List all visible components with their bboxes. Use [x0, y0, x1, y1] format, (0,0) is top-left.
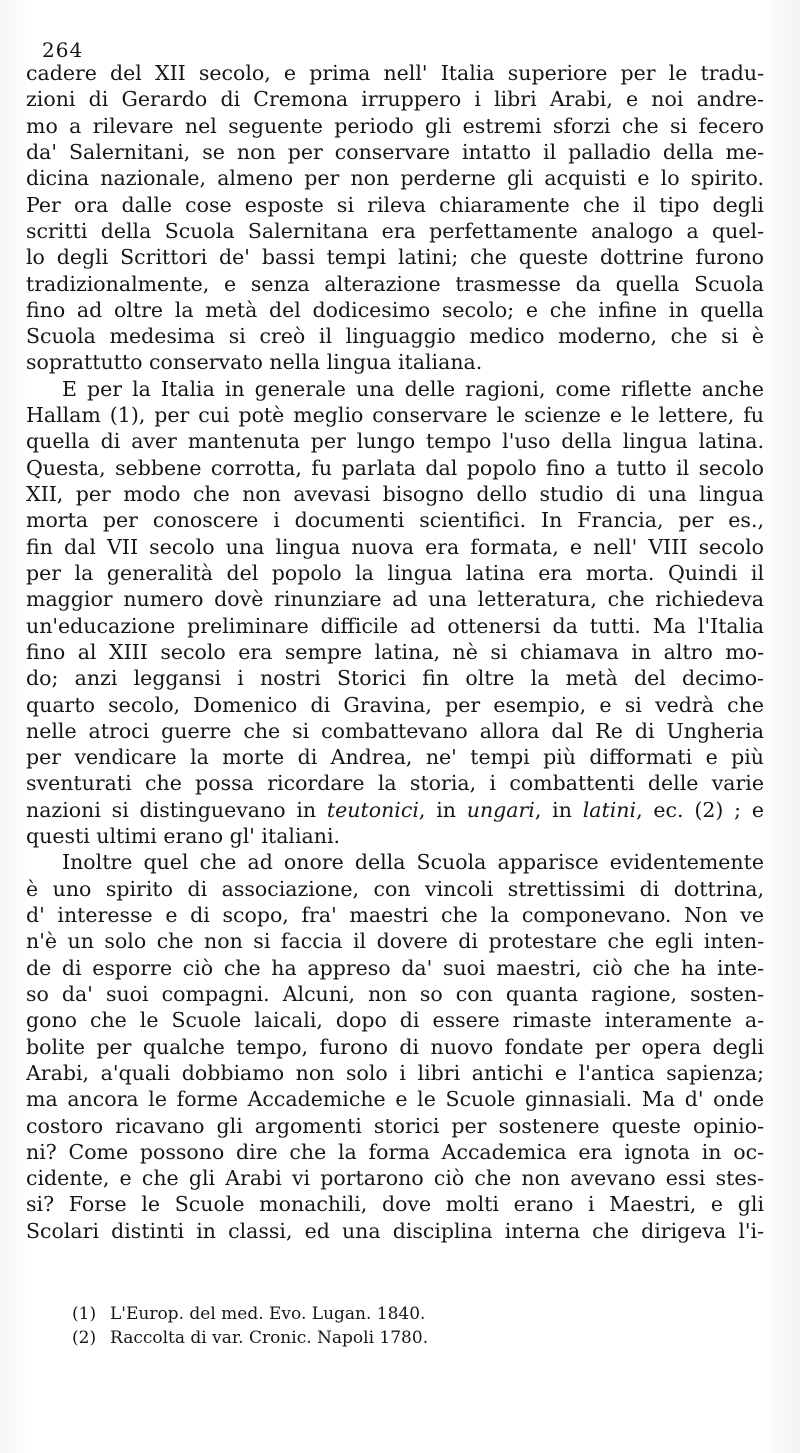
text-line: morta per conoscere i documenti scientifici. In Francia, per es., [26, 508, 764, 533]
text-line: soprattutto conservato nella lingua italiana. [26, 350, 483, 375]
text-line: dicina nazionale, almeno per non perderne gli acquisti e lo spirito. [26, 166, 764, 191]
text-line: Hallam (1), per cui potè meglio conservare le scienze e le lettere, fu [26, 403, 764, 428]
text-line: è uno spirito di associazione, con vincoli strettissimi di dottrina, [26, 876, 764, 901]
page-number: 264 [42, 38, 84, 62]
text-fragment: nazioni si distinguevano in [26, 797, 327, 822]
body-text [26, 60, 764, 1244]
text-line: Scuola medesima si creò il linguaggio medico moderno, che si è [26, 324, 764, 349]
text-line: de di esporre ciò che ha appreso da' suoi maestri, ciò che ha inte- [26, 955, 764, 980]
text-line: lo degli Scrittori de' bassi tempi latini; che queste dottrine furono [26, 245, 764, 270]
text-line: fino ad oltre la metà del dodicesimo secolo; e che infine in quella [26, 297, 764, 322]
text-line: gono che le Scuole laicali, dopo di essere rimaste interamente a- [26, 1008, 764, 1033]
text-line: quella di aver mantenuta per lungo tempo l'uso della lingua latina. [26, 429, 764, 454]
text-line: nelle atroci guerre che si combattevano allora dal Re di Ungheria [26, 718, 764, 743]
paragraph-2 [26, 376, 764, 850]
text-line: d' interesse e di scopo, fra' maestri che la componevano. Non ve [26, 903, 764, 927]
text-line: bolite per qualche tempo, furono di nuovo fondate per opera degli [26, 1034, 764, 1059]
text-line: per vendicare la morte di Andrea, ne' tempi più difformati e più [26, 745, 764, 770]
text-line: do; anzi leggansi i nostri Storici fin oltre la metà del decimo- [26, 666, 764, 691]
text-line: mo a rilevare nel seguente periodo gli estremi sforzi che si fecero [26, 113, 764, 138]
text-line: Per ora dalle cose esposte si rileva chiaramente che il tipo degli [26, 192, 764, 217]
italic-word: latini [582, 797, 637, 822]
footnote-2 [72, 1326, 532, 1350]
text-line: XII, per modo che non avevasi bisogno dello studio di una lingua [26, 482, 764, 506]
text-line: so da' suoi compagni. Alcuni, non so con quanta ragione, sosten- [26, 981, 764, 1006]
text-fragment: , ec. (2) ; e [636, 797, 764, 822]
text-line: Arabi, a'quali dobbiamo non solo i libri antichi e l'antica sapienza; [26, 1060, 764, 1085]
italic-word: teutonici [326, 797, 419, 822]
text-line: Questa, sebbene corrotta, fu parlata dal popolo fino a tutto il secolo [26, 455, 764, 480]
text-line: ni? Come possono dire che la forma Accademica era ignota in oc- [26, 1139, 764, 1164]
footnote-1 [72, 1302, 532, 1326]
footnote-text: Raccolta di var. Cronic. Napoli 1780. [110, 1328, 429, 1348]
text-fragment: , in [418, 797, 467, 822]
text-line: fin dal VII secolo una lingua nuova era formata, e nell' VIII secolo [26, 534, 764, 559]
text-line: E per la Italia in generale una delle ragioni, come riflette anche [62, 376, 764, 401]
paragraph-1 [26, 60, 764, 376]
footnotes [72, 1302, 532, 1350]
text-line: cadere del XII secolo, e prima nell' Italia superiore per le tradu- [26, 61, 764, 85]
text-line: da' Salernitani, se non per conservare intatto il palladio della me- [26, 139, 764, 164]
text-line: costoro ricavano gli argomenti storici per sostenere queste opinio- [26, 1113, 764, 1138]
text-line: sventurati che possa ricordare la storia, i combattenti delle varie [26, 771, 764, 796]
text-line-with-italics [26, 797, 764, 823]
text-line: Scolari distinti in classi, ed una disciplina interna che dirigeva l'i- [26, 1218, 764, 1243]
text-line: quarto secolo, Domenico di Gravina, per esempio, e si vedrà che [26, 692, 764, 717]
text-line: Inoltre quel che ad onore della Scuola apparisce evidentemente [62, 850, 764, 875]
text-line: un'educazione preliminare difficile ad ottenersi da tutti. Ma l'Italia [26, 613, 764, 638]
footnote-mark: (1) [72, 1304, 97, 1324]
italic-word: ungari [466, 797, 535, 822]
text-line: tradizionalmente, e senza alterazione trasmesse da quella Scuola [26, 271, 764, 296]
text-line: ma ancora le forme Accademiche e le Scuole ginnasiali. Ma d' onde [26, 1087, 764, 1112]
text-line: scritti della Scuola Salernitana era perfettamente analogo a quel- [26, 218, 764, 243]
paragraph-3 [26, 849, 764, 1244]
footnote-mark: (2) [72, 1328, 97, 1348]
text-line: maggior numero dovè rinunziare ad una letteratura, che richiedeva [26, 587, 764, 612]
text-line: n'è un solo che non si faccia il dovere di protestare che egli inten- [26, 929, 764, 954]
text-line: zioni di Gerardo di Cremona irruppero i libri Arabi, e noi andre- [26, 87, 764, 112]
text-line: fino al XIII secolo era sempre latina, nè si chiamava in altro mo- [26, 639, 764, 664]
text-line: questi ultimi erano gl' italiani. [26, 824, 341, 849]
text-fragment: , in [534, 797, 583, 822]
text-line: si? Forse le Scuole monachili, dove molti erano i Maestri, e gli [26, 1192, 764, 1217]
footnote-text: L'Europ. del med. Evo. Lugan. 1840. [110, 1304, 426, 1324]
text-line: cidente, e che gli Arabi vi portarono ciò che non avevano essi stes- [26, 1166, 764, 1191]
text-line: per la generalità del popolo la lingua latina era morta. Quindi il [26, 560, 764, 585]
